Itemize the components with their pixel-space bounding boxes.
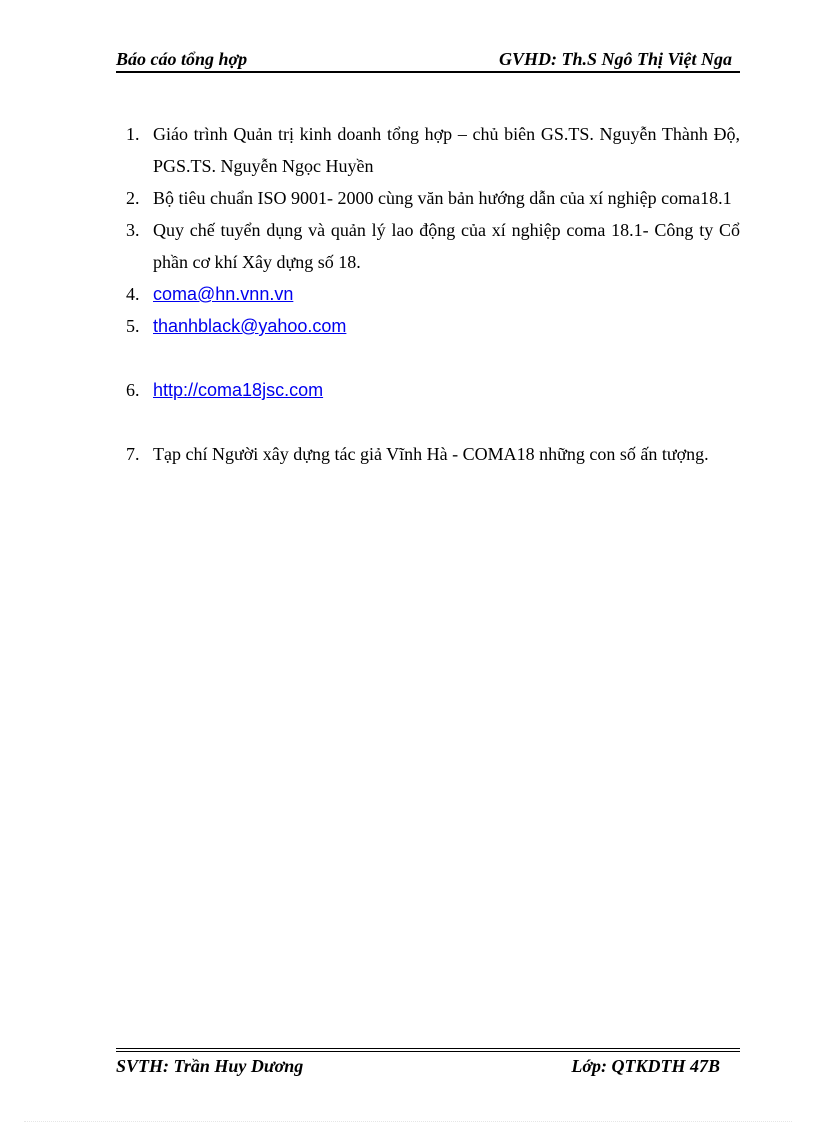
- reference-number: 7.: [126, 444, 140, 464]
- footer-divider: [116, 1048, 740, 1049]
- reference-text: Giáo trình Quản trị kinh doanh tổng hợp – chủ biên GS.TS. Nguyễn Thành Độ, PGS.TS. Nguyễn Ngọc Huyền: [153, 124, 740, 176]
- website-link-coma18jsc[interactable]: http://coma18jsc.com: [153, 380, 324, 400]
- reference-item: [116, 310, 740, 342]
- reference-item: [116, 438, 740, 470]
- reference-item: [116, 374, 740, 406]
- footer-class: Lớp: QTKDTH 47B: [571, 1056, 720, 1076]
- reference-number: 6.: [126, 380, 140, 400]
- email-link-coma[interactable]: coma@hn.vnn.vn: [153, 284, 294, 304]
- header-supervisor: GVHD: Th.S Ngô Thị Việt Nga: [498, 49, 732, 69]
- page-bottom-divider: [24, 1121, 792, 1122]
- reference-number: 4.: [126, 284, 140, 304]
- reference-number: 1.: [126, 124, 140, 144]
- reference-text: Bộ tiêu chuẩn ISO 9001- 2000 cùng văn bản hướng dẫn của xí nghiệp coma18.1: [153, 188, 732, 208]
- page-header: [116, 47, 740, 73]
- reference-number: 2.: [126, 188, 140, 208]
- reference-item: [116, 214, 740, 278]
- email-link-thanhblack[interactable]: thanhblack@yahoo.com: [153, 316, 347, 336]
- reference-item: [116, 278, 740, 310]
- page-footer: [116, 1054, 740, 1078]
- reference-list: [116, 118, 740, 470]
- header-report-title: Báo cáo tổng hợp: [116, 49, 248, 69]
- reference-number: 5.: [126, 316, 140, 336]
- reference-item: [116, 182, 740, 214]
- reference-text: Tạp chí Người xây dựng tác giả Vĩnh Hà - COMA18 những con số ấn tượng.: [153, 444, 709, 464]
- reference-item: [116, 118, 740, 182]
- reference-number: 3.: [126, 220, 140, 240]
- footer-student: SVTH: Trần Huy Dương: [116, 1056, 304, 1076]
- reference-text: Quy chế tuyển dụng và quản lý lao động của xí nghiệp coma 18.1- Công ty Cổ phần cơ khí Xây dựng số 18.: [153, 220, 740, 272]
- footer-divider: [116, 1051, 740, 1052]
